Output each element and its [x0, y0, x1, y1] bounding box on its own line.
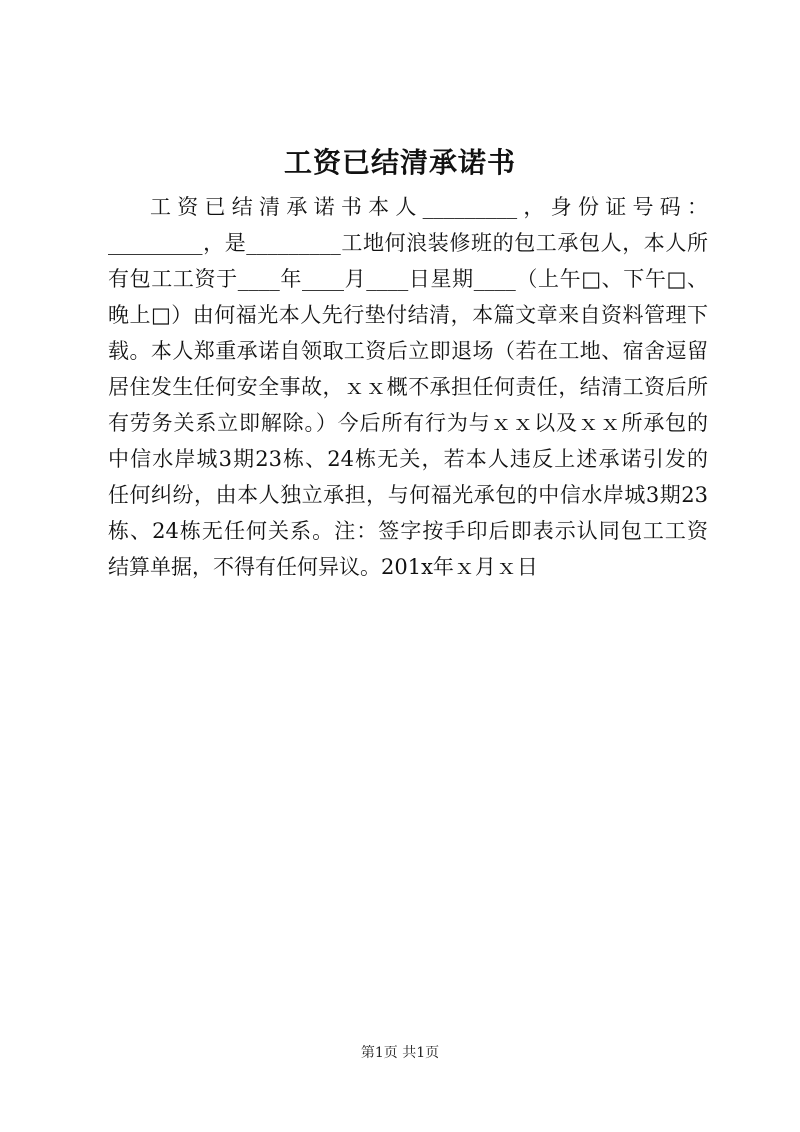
page-number-footer: 第1页 共1页	[360, 1045, 440, 1061]
body-line-6: 居住发生任何安全事故，ｘｘ概不承担任何责任，结清工资后所	[108, 375, 708, 399]
body-line-4: 晚上□）由何福光本人先行垫付结清，本篇文章来自资料管理下	[108, 303, 708, 327]
body-line-9: 任何纠纷，由本人独立承担，与何福光承包的中信水岸城3期23	[108, 483, 708, 507]
body-line-8: 中信水岸城3期23栋、24栋无关，若本人违反上述承诺引发的	[108, 447, 708, 471]
body-line-2: _________，是_________工地何浪装修班的包工承包人，本人所	[108, 231, 708, 255]
body-line-7: 有劳务关系立即解除。）今后所有行为与ｘｘ以及ｘｘ所承包的	[108, 411, 708, 435]
body-line-3: 有包工工资于____年____月____日星期____（上午□、下午□、	[108, 267, 708, 291]
body-line-11: 结算单据，不得有任何异议。201x年ｘ月ｘ日	[108, 555, 538, 579]
body-line-5: 载。本人郑重承诺自领取工资后立即退场（若在工地、宿舍逗留	[108, 339, 708, 363]
body-line-1: 工资已结清承诺书本人_________，身份证号码：	[150, 195, 708, 219]
document-body	[108, 189, 708, 585]
body-line-10: 栋、24栋无任何关系。注：签字按手印后即表示认同包工工资	[108, 519, 708, 543]
document-title: 工资已结清承诺书	[283, 146, 516, 179]
